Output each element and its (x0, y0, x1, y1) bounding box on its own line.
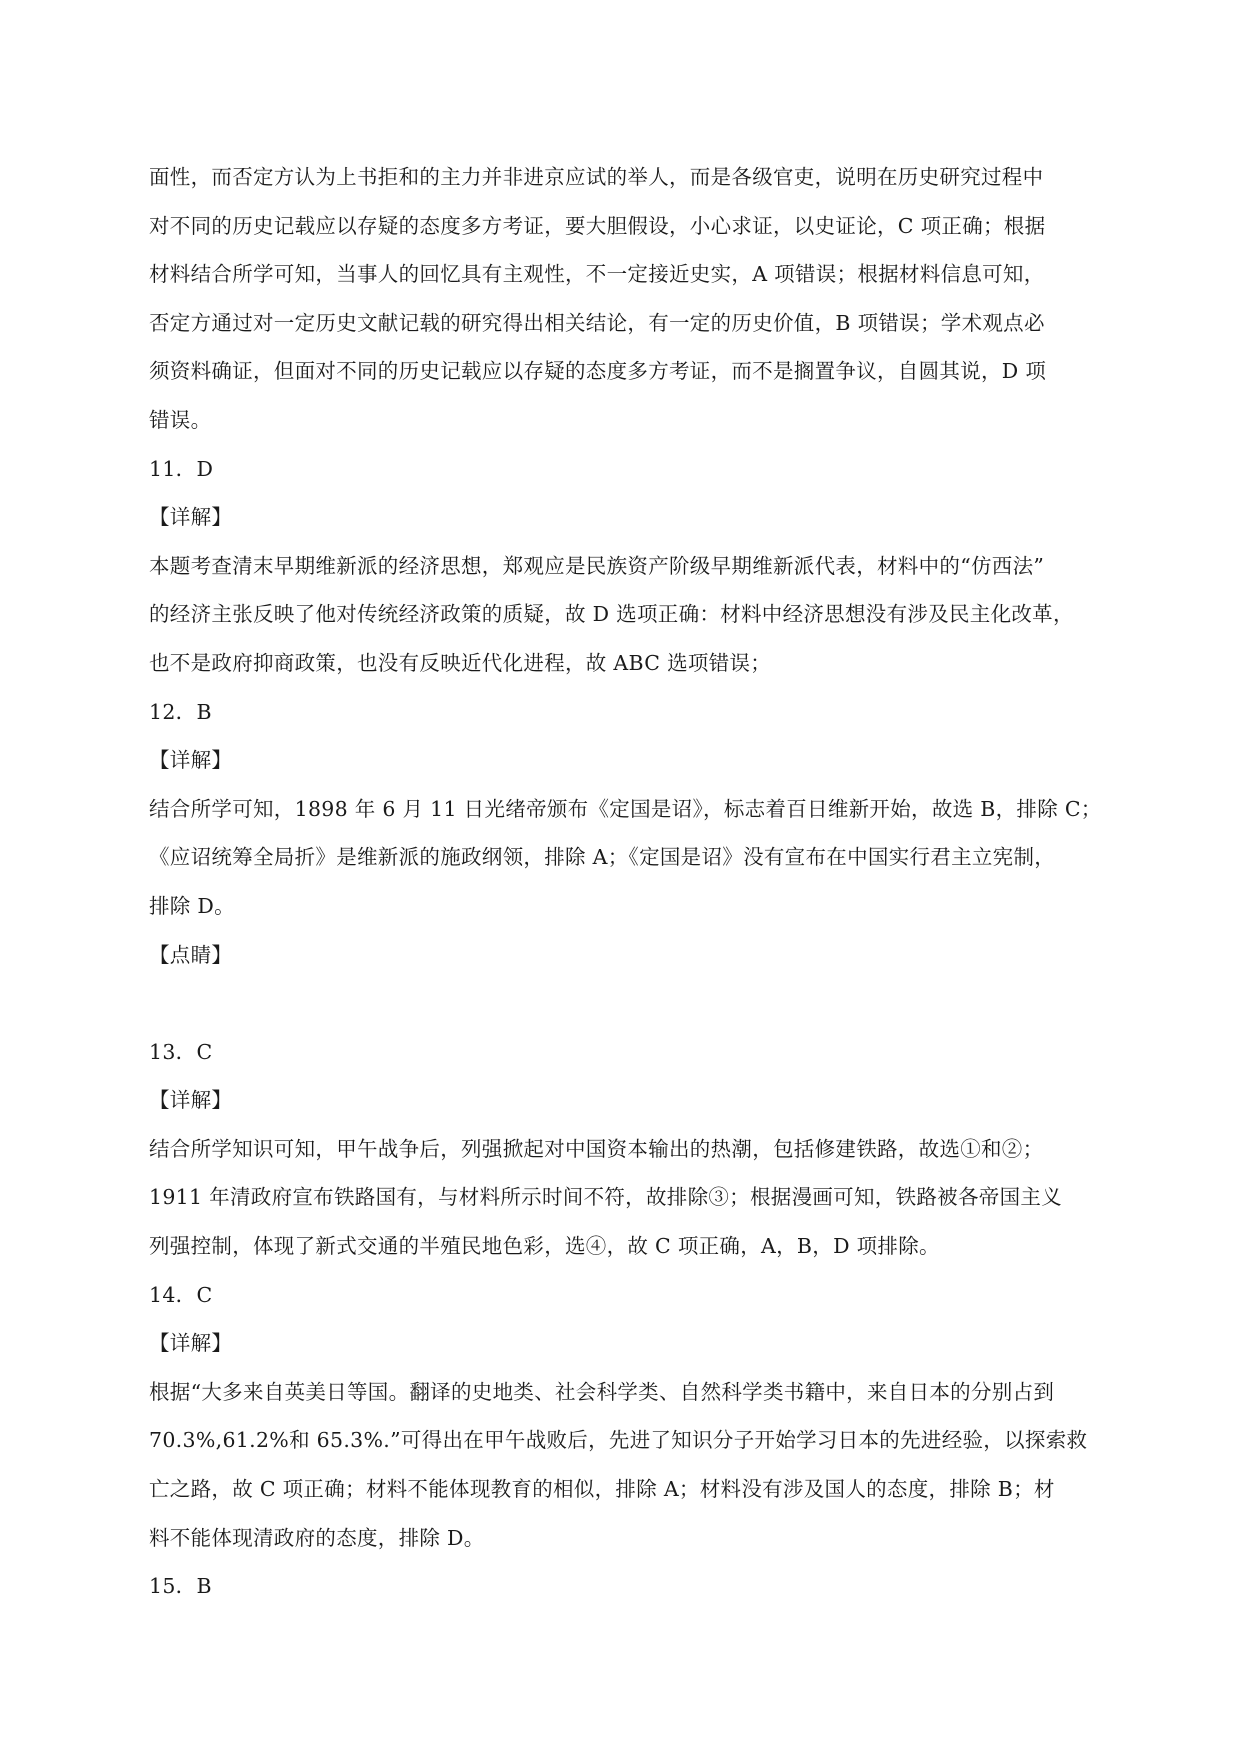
section-heading: 【点睛】 (149, 942, 233, 967)
text-line: 错误。 (149, 407, 212, 432)
text-line: 列强控制，体现了新式交通的半殖民地色彩，选④，故 C 项正确，A，B，D 项排除。 (149, 1234, 940, 1259)
blank-line (149, 979, 1109, 1028)
answer-11: 11．D (149, 456, 214, 481)
text-line: 料不能体现清政府的态度，排除 D。 (149, 1525, 485, 1550)
section-heading: 【详解】 (149, 1331, 233, 1356)
section-heading: 【详解】 (149, 505, 233, 530)
text-line: 1911 年清政府宣布铁路国有，与材料所示时间不符，故排除③；根据漫画可知，铁路被各帝国主义 (149, 1185, 1062, 1210)
section-heading: 【详解】 (149, 1088, 233, 1113)
text-line: 排除 D。 (149, 893, 235, 918)
text-line: 须资料确证，但面对不同的历史记载应以存疑的态度多方考证，而不是搁置争议，自圆其说，D 项 (149, 359, 1047, 384)
text-line: 结合所学可知，1898 年 6 月 11 日光绪帝颁布《定国是诏》，标志着百日维新开始，故选 B，排除 C； (149, 796, 1102, 821)
text-line: 材料结合所学可知，当事人的回忆具有主观性，不一定接近史实，A 项错误；根据材料信息可知， (149, 262, 1045, 287)
text-line: 结合所学知识可知，甲午战争后，列强掀起对中国资本输出的热潮，包括修建铁路，故选①和②； (149, 1136, 1044, 1161)
answer-12: 12．B (149, 699, 212, 724)
text-line: 根据“大多来自英美日等国。翻译的史地类、社会科学类、自然科学类书籍中，来自日本的分别占到 (149, 1379, 1055, 1404)
text-line: 对不同的历史记载应以存疑的态度多方考证，要大胆假设，小心求证，以史证论，C 项正确；根据 (149, 213, 1046, 238)
answer-15: 15．B (149, 1574, 212, 1599)
section-heading: 【详解】 (149, 748, 233, 773)
text-line: 否定方通过对一定历史文献记载的研究得出相关结论，有一定的历史价值，B 项错误；学术观点必 (149, 310, 1045, 335)
text-line: 70.3%,61.2%和 65.3%.”可得出在甲午战败后，先进了知识分子开始学习日本的先进经验，以探索救 (149, 1428, 1088, 1453)
text-line: 的经济主张反映了他对传统经济政策的质疑，故 D 选项正确：材料中经济思想没有涉及民主化改革， (149, 602, 1074, 627)
text-line: 本题考查清末早期维新派的经济思想，郑观应是民族资产阶级早期维新派代表，材料中的“仿西法” (149, 553, 1045, 578)
text-line: 面性，而否定方认为上书拒和的主力并非进京应试的举人，而是各级官吏，说明在历史研究过程中 (149, 165, 1044, 189)
answer-14: 14．C (149, 1282, 213, 1307)
answer-13: 13．C (149, 1039, 213, 1064)
text-line: 也不是政府抑商政策，也没有反映近代化进程，故 ABC 选项错误； (149, 650, 772, 675)
text-line: 《应诏统筹全局折》是维新派的施政纲领，排除 A；《定国是诏》没有宣布在中国实行君主立宪制， (149, 845, 1056, 870)
text-line: 亡之路，故 C 项正确；材料不能体现教育的相似，排除 A；材料没有涉及国人的态度，排除 B；材 (149, 1477, 1055, 1502)
document-body (149, 153, 1109, 1611)
